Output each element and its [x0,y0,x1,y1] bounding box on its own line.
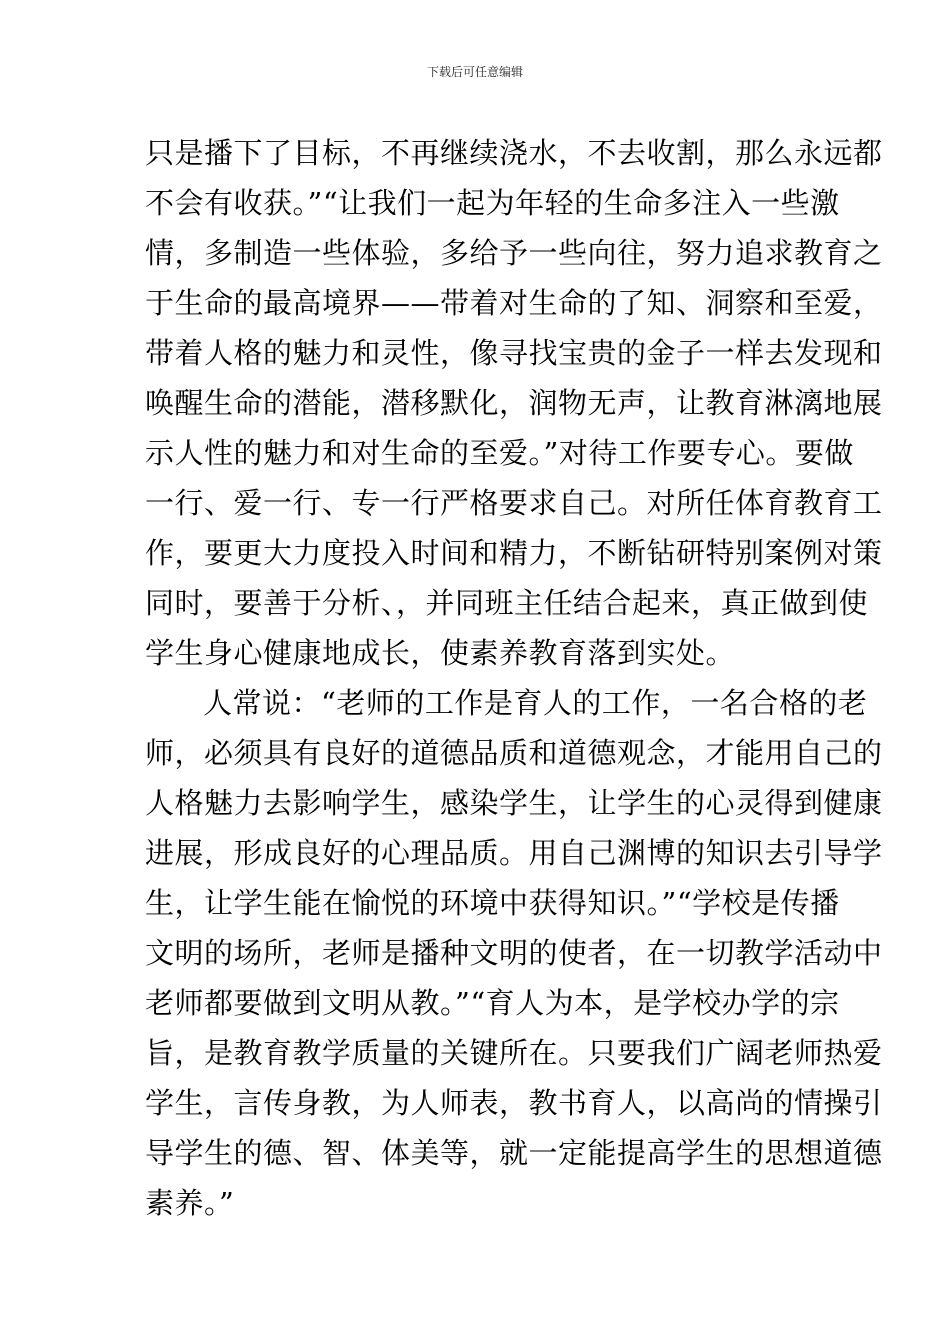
text-line: 师，必须具有良好的道德品质和道德观念，才能用自己的 [145,736,883,770]
text-line: 学生，言传身教，为人师表，教书育人，以高尚的情操引 [145,1086,883,1120]
text-line: 老师都要做到文明从教。”“育人为本，是学校办学的宗 [145,986,840,1020]
text-line: 示人性的魅力和对生命的至爱。”对待工作要专心。要做 [145,436,854,470]
text-line: 生，让学生能在愉悦的环境中获得知识。”“学校是传播 [145,886,840,920]
text-line: 人常说：“老师的工作是育人的工作，一名合格的老 [203,686,868,720]
text-line: 人格魅力去影响学生，感染学生，让学生的心灵得到健康 [145,786,883,820]
page-header-caption: 下载后可任意编辑 [426,65,523,79]
text-line: 一行、爱一行、专一行严格要求自己。对所任体育教育工 [145,486,883,520]
text-line: 素养。” [145,1186,235,1220]
document-body [145,128,883,1228]
text-line: 于生命的最高境界——带着对生命的了知、洞察和至爱， [145,286,883,320]
text-line: 只是播下了目标，不再继续浇水，不去收割，那么永远都 [145,136,883,170]
text-line: 同时，要善于分析、，并同班主任结合起来，真正做到使 [145,586,869,620]
text-line: 学生身心健康地成长，使素养教育落到实处。 [145,636,736,670]
text-line: 导学生的德、智、体美等，就一定能提高学生的思想道德 [145,1136,883,1170]
text-line: 唤醒生命的潜能，潜移默化，润物无声，让教育淋漓地展 [145,386,883,420]
text-line: 进展，形成良好的心理品质。用自己渊博的知识去引导学 [145,836,883,870]
text-line: 作，要更大力度投入时间和精力，不断钻研特别案例对策 [145,536,883,570]
text-line: 带着人格的魅力和灵性，像寻找宝贵的金子一样去发现和 [145,336,883,370]
text-line: 情，多制造一些体验，多给予一些向往，努力追求教育之 [145,236,883,270]
text-line: 不会有收获。”“让我们一起为年轻的生命多注入一些激 [145,186,840,220]
text-line: 文明的场所，老师是播种文明的使者，在一切教学活动中 [145,936,883,970]
text-line: 旨，是教育教学质量的关键所在。只要我们广阔老师热爱 [145,1036,883,1070]
